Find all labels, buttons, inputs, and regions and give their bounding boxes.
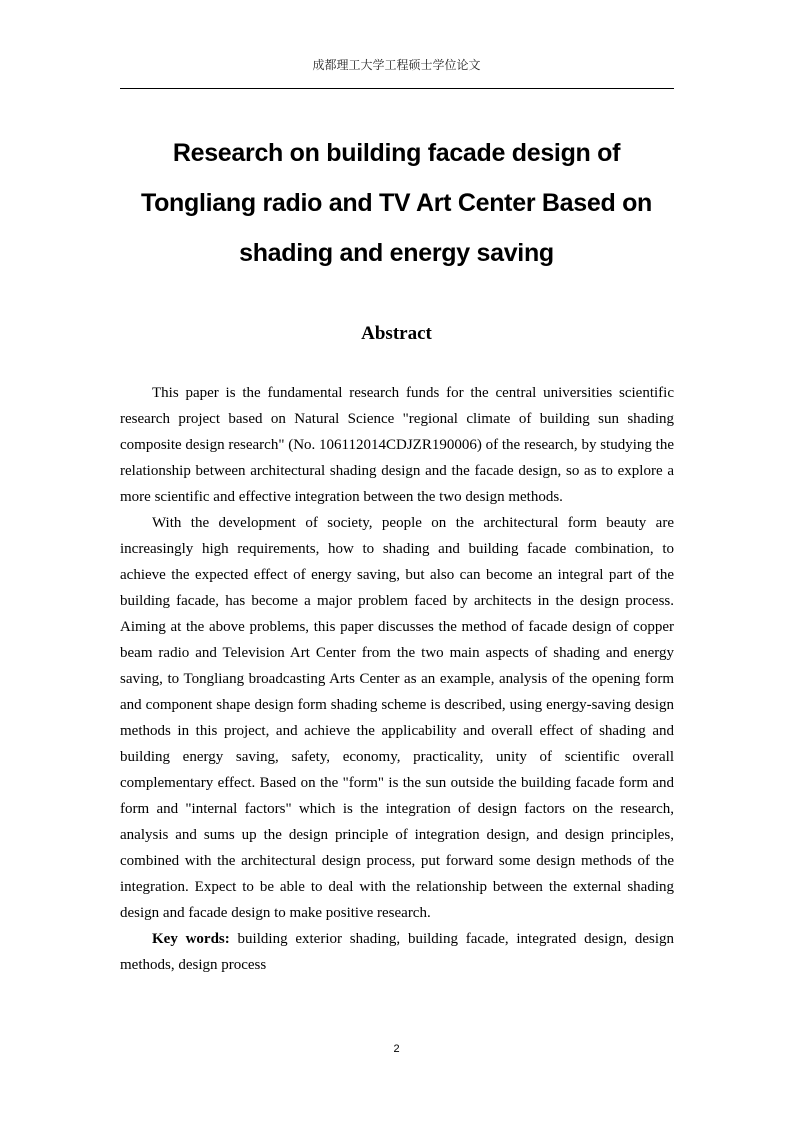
keywords-paragraph [120,926,674,978]
keywords-text: building exterior shading, building facade, integrated design, design methods, design process [120,931,674,973]
abstract-heading: Abstract [361,323,432,344]
abstract-paragraph-2: With the development of society, people on the architectural form beauty are increasingly high requirements, how to shading and building facade combination, to achieve the expected effect of energy saving, but also can become an integral part of the building facade, has become a major problem faced by architects in the design process. Aiming at the above problems, this paper discusses the method of facade design of copper beam radio and Television Art Center from the two main aspects of shading and energy saving, to Tongliang broadcasting Arts Center as an example, analysis of the opening form and component shape design form shading scheme is described, using energy-saving design methods in this project, and achieve the applicability and overall effect of shading and building energy saving, safety, economy, practicality, unity of scientific overall complementary effect. Based on the "form" is the sun outside the building facade form and form and "internal factors" which is the integration of design factors on the research, analysis and sums up the design principle of integration design, and design principles, combined with the architectural design process, put forward some design methods of the integration. Expect to be able to deal with the relationship between the external shading design and facade design to make positive research. [120,515,674,921]
paper-title-line-1: Research on building facade design of [172,139,621,167]
abstract-paragraph-1: This paper is the fundamental research funds for the central universities scientific research project based on Natural Science "regional climate of building sun shading composite design research" (No. 106112014CDJZR190006) of the research, by studying the relationship between architectural shading design and the facade design, so as to explore a more scientific and effective integration between the two design methods. [120,385,674,505]
keywords-label: Key words: [152,931,230,947]
page-number: 2 [393,1043,400,1055]
paper-title [100,128,693,278]
running-header: 成都理工大学工程硕士学位论文 [312,58,481,72]
paper-title-line-3: shading and energy saving [239,239,554,267]
abstract-body [120,380,674,978]
paper-title-line-2: Tongliang radio and TV Art Center Based on [140,189,653,217]
header-divider [120,88,674,89]
